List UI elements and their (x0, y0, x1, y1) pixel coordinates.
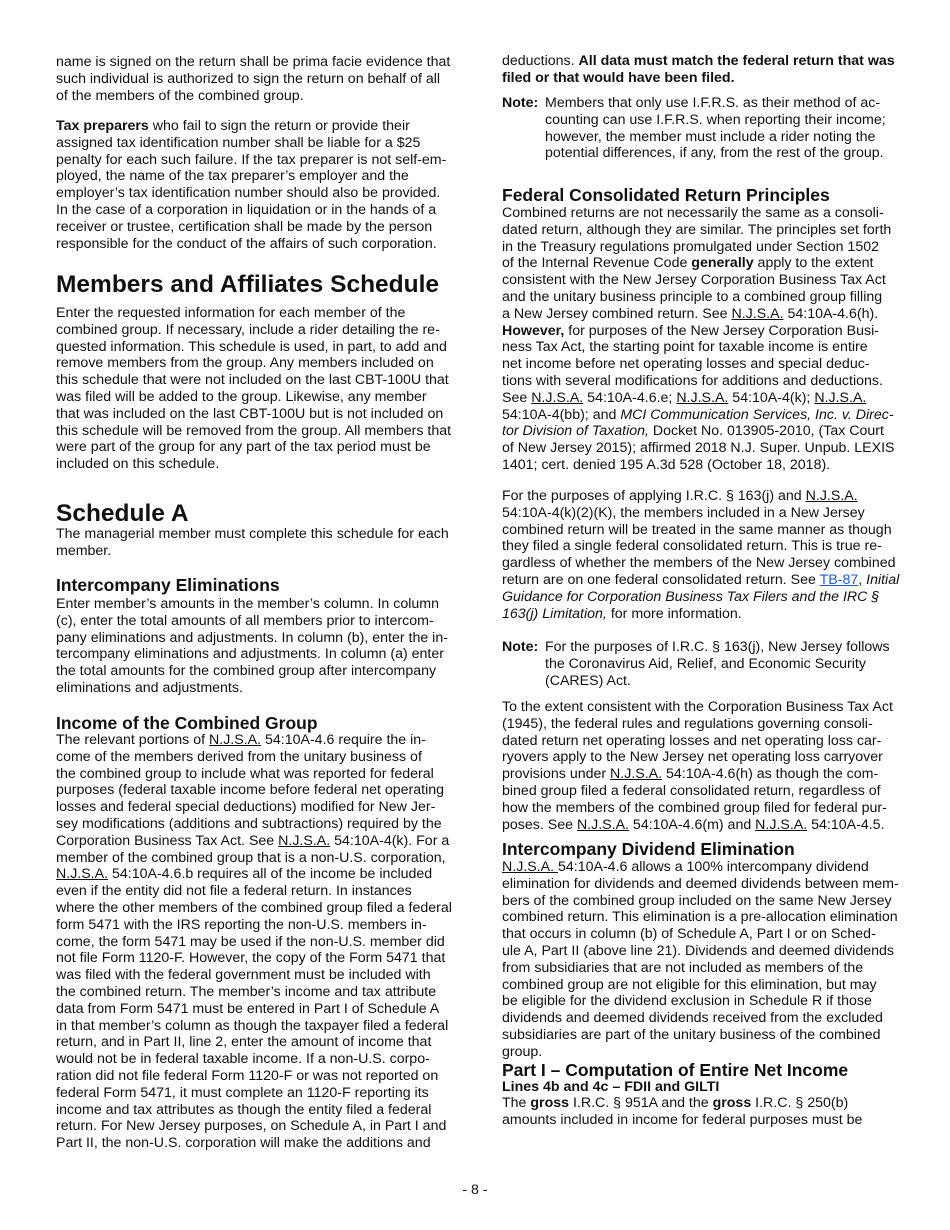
text-line: be eligible for the dividend exclusion in Schedule R if those (502, 993, 872, 1010)
text-line: however, the member must include a rider noting the (545, 128, 876, 145)
signature-paragraph (56, 54, 450, 104)
text-line: ployed, the name of the tax preparer’s employer and the (56, 168, 409, 185)
text-line (502, 53, 895, 70)
text-line (502, 817, 893, 834)
text-line: Combined returns are not necessarily the same as a consoli- (502, 205, 884, 221)
text-line: quested information. This schedule is used, in part, to add and (56, 338, 447, 355)
text-line: amounts included in income for federal purposes must be (502, 1111, 863, 1128)
text-line: was filed will be added to the group. Likewise, any member (56, 388, 427, 405)
text-line: this schedule will be removed from the group. All members that (56, 422, 452, 439)
statute-reference: N.J.S.A. (56, 866, 109, 883)
text-line: combined return will be treated in the same manner as though (502, 521, 892, 538)
nol-paragraph (502, 699, 893, 833)
text-line: remove members from the group. Any members included on (56, 355, 434, 372)
text-run: for purposes of the New Jersey Corporation Busi- (564, 322, 879, 339)
text-line: potential differences, if any, from the rest of the group. (545, 145, 884, 162)
text-line: the combined group to include what was reported for federal (56, 765, 434, 782)
text-line (502, 70, 895, 87)
text-line: ule A, Part II (above line 21). Dividends and deemed dividends (502, 942, 894, 959)
note-ifrs-text (545, 95, 886, 162)
federal-consolidated-text (502, 205, 894, 474)
text-line: eliminations and adjustments. (56, 679, 243, 696)
text-run: 163(j) Limitation, (502, 605, 607, 622)
text-line (502, 407, 894, 424)
text-run: generally (691, 255, 754, 272)
text-line: bined group filed a federal consolidated return, regardless of (502, 782, 881, 799)
text-run: 54:10A-4.6.b requires all of the income be included (108, 866, 433, 883)
page-number: - 8 - (462, 1182, 488, 1198)
note-label: Note: (502, 95, 539, 111)
statute-reference: N.J.S.A. (576, 816, 629, 833)
text-run: , (858, 571, 867, 588)
text-line: responsible for the conduct of the affairs of such corporation. (56, 235, 437, 252)
text-run: 54:10A-4.6(h). (783, 305, 879, 322)
text-line: dated return net operating losses and net operating loss car- (502, 732, 882, 749)
text-line: assigned tax identification number shall be liable for a $25 (56, 134, 421, 151)
text-line: ness Tax Act, the starting point for taxable income is entire (502, 339, 868, 356)
text-run: apply to the extent (753, 255, 874, 272)
text-line: such individual is authorized to sign the return on behalf of all (56, 70, 441, 87)
text-line: employer’s tax identification number should also be provided. (56, 185, 441, 202)
text-line: that was included on the last CBT-100U but is not included on (56, 405, 444, 422)
text-line: (CARES) Act. (545, 672, 631, 689)
text-line: purposes (federal taxable income before federal net operating (56, 782, 445, 799)
statute-reference: N.J.S.A. (676, 389, 729, 406)
dividend-elimination-heading: Intercompany Dividend Elimination (502, 839, 795, 859)
text-run: Docket No. 013905-2010, (Tax Court (648, 423, 884, 440)
text-line: of New Jersey 2015); affirmed 2018 N.J. Super. Unpub. LEXIS (502, 440, 895, 457)
text-line: bers of the combined group included on the same New Jersey (502, 892, 892, 909)
text-run: See (502, 389, 532, 406)
text-line: the combined return. The member’s income and tax attribute (56, 983, 437, 1000)
text-line: federal Form 5471, it must complete an 1120-F reporting its (56, 1084, 429, 1101)
text-run: return are on one federal consolidated return. See (502, 571, 820, 588)
text-line: were part of the group for any part of the tax period must be (56, 439, 431, 456)
text-line (502, 572, 899, 589)
text-run: Corporation Business Tax Act. See (56, 832, 279, 849)
text-line (56, 732, 452, 749)
text-line: penalty for each such failure. If the tax preparer is not self-em- (56, 151, 447, 168)
text-line: form 5471 with the IRS reporting the non-U.S. members in- (56, 916, 427, 933)
text-line: come, the form 5471 may be used if the non-U.S. member did (56, 933, 445, 950)
text-run: 54:10A-4(bb); and (502, 406, 621, 423)
text-line: in that member’s column as though the taxpayer filed a federal (56, 1017, 449, 1034)
link-tb-87[interactable]: TB-87 (819, 571, 859, 588)
text-line: receiver or trustee, certification shall be made by the person (56, 218, 433, 235)
text-line: income and tax attributes as though the entity filed a federal (56, 1101, 432, 1118)
text-line: from subsidiaries that are not included as members of the (502, 959, 864, 976)
text-line: 54:10A-4(k)(2)(K), the members included in a New Jersey (502, 504, 865, 521)
text-run: The relevant portions of (56, 732, 209, 748)
note-cares (502, 639, 890, 689)
text-run: I.R.C. § 951A and the (569, 1095, 713, 1111)
text-line: dividends and deemed dividends received from the excluded (502, 1010, 883, 1027)
text-run: 54:10A-4(k). For a (330, 832, 450, 849)
text-line (56, 118, 446, 135)
text-run: All data must match the federal return that was (578, 53, 895, 69)
text-run: gross (712, 1095, 752, 1111)
lines-4b-4c-heading: Lines 4b and 4c – FDII and GILTI (502, 1079, 720, 1095)
income-combined-group-heading: Income of the Combined Group (56, 713, 318, 733)
text-line: return. For New Jersey purposes, on Schedule A, in Part I and (56, 1118, 447, 1135)
text-run: filed or that would have been filed. (502, 69, 735, 86)
text-run: 54:10A-4.6 allows a 100% intercompany dividend (557, 859, 869, 875)
text-line (502, 859, 899, 876)
text-line: they filed a single federal consolidated return. This is true re- (502, 538, 882, 555)
text-line: member of the combined group that is a non-U.S. corporation, (56, 849, 446, 866)
tax-preparers-paragraph (56, 118, 446, 252)
text-line: ration did not file federal Form 1120-F or was not reported on (56, 1067, 439, 1084)
text-run: I.R.C. § 250(b) (751, 1095, 849, 1111)
text-run: Tax preparers (56, 118, 149, 134)
text-run: a New Jersey combined return. See (502, 305, 732, 322)
text-line: included on this schedule. (56, 456, 220, 473)
text-run: 54:10A-4.6 require the in- (261, 732, 426, 748)
statute-reference: N.J.S.A. (278, 832, 331, 849)
text-line (502, 488, 899, 505)
text-line: and the unitary business principle to a combined group filling (502, 288, 883, 305)
deductions-paragraph (502, 53, 895, 87)
text-line: net income before net operating losses and special deduc- (502, 356, 870, 373)
schedule-a-heading: Schedule A (56, 500, 189, 527)
text-line: data from Form 5471 must be entered in Part I of Schedule A (56, 1000, 440, 1017)
text-line: combined group are not eligible for this elimination, but may (502, 976, 877, 993)
statute-reference: N.J.S.A. (610, 766, 663, 783)
text-run: who fail to sign the return or provide their (148, 118, 410, 134)
text-run: Guidance for Corporation Business Tax Filers and the IRC § (502, 588, 880, 605)
text-run: poses. See (502, 816, 577, 833)
schedule-a-text (56, 526, 449, 560)
text-line: dated return, although they are similar. The principles set forth (502, 221, 892, 238)
text-run: of the Internal Revenue Code (502, 255, 692, 272)
note-ifrs (502, 95, 886, 162)
text-line: subsidiaries are part of the unitary business of the combined (502, 1026, 881, 1043)
text-line (56, 866, 452, 883)
text-line: of the members of the combined group. (56, 87, 304, 104)
text-line: that occurs in column (b) of Schedule A, Part I or on Sched- (502, 926, 876, 943)
text-line: (1945), the federal rules and regulations governing consoli- (502, 715, 873, 732)
text-line: even if the entity did not file a federal return. In instances (56, 883, 412, 900)
text-line: combined return. This elimination is a pre-allocation elimination (502, 909, 898, 926)
statute-reference: N.J.S.A. (805, 488, 858, 504)
text-run: provisions under (502, 766, 611, 783)
text-run: 54:10A-4.5. (807, 816, 885, 833)
federal-consolidated-heading: Federal Consolidated Return Principles (502, 185, 830, 205)
text-run: However, (502, 322, 565, 339)
statute-reference: N.J.S.A. (209, 732, 262, 748)
text-line: Enter the requested information for each member of the (56, 305, 406, 321)
statute-reference: N.J.S.A. (531, 389, 584, 406)
text-line: the total amounts for the combined group after intercompany (56, 663, 437, 680)
text-line: Part II, the non-U.S. corporation will make the additions and (56, 1135, 431, 1152)
lines-4b-4c-text (502, 1095, 862, 1129)
text-run: MCI Communication Services, Inc. v. Direc- (620, 406, 894, 423)
text-line: consistent with the New Jersey Corporation Business Tax Act (502, 272, 886, 289)
text-line (502, 766, 893, 783)
text-run: tor Division of Taxation, (502, 423, 649, 440)
text-line: sey modifications (additions and subtractions) required by the (56, 815, 442, 832)
text-line: counting can use I.F.R.S. when reporting their income; (545, 111, 886, 128)
text-line (502, 390, 894, 407)
text-line: tions with several modifications for additions and deductions. (502, 372, 883, 389)
statute-reference: N.J.S.A. (814, 389, 867, 406)
text-run: gross (530, 1095, 570, 1111)
text-run: The (502, 1095, 531, 1111)
text-line: in the Treasury regulations promulgated under Section 1502 (502, 238, 879, 255)
text-line: (c), enter the total amounts of all members prior to intercom- (56, 612, 434, 629)
text-line (502, 255, 894, 272)
note-cares-text (545, 639, 890, 689)
text-line: tercompany eliminations and adjustments. In column (a) enter (56, 646, 444, 663)
text-line: Members that only use I.F.R.S. as their method of ac- (545, 95, 881, 111)
text-line (502, 606, 899, 623)
text-line (56, 833, 452, 850)
statute-reference: N.J.S.A. (731, 305, 784, 322)
text-line: elimination for dividends and deemed dividends between mem- (502, 875, 899, 892)
text-line (502, 323, 894, 340)
text-run: 54:10A-4.6(h) as though the com- (662, 766, 879, 783)
text-line: The managerial member must complete this schedule for each (56, 526, 449, 542)
text-line: In the case of a corporation in liquidation or in the hands of a (56, 201, 437, 218)
text-line: ryovers apply to the New Jersey net operating loss carryover (502, 749, 883, 766)
intercompany-eliminations-text (56, 596, 448, 697)
text-line: return, and in Part II, line 2, enter the amount of income that (56, 1034, 432, 1051)
text-line: where the other members of the combined group filed a federal (56, 899, 452, 916)
irc-163j-paragraph (502, 488, 899, 622)
text-line: was filed with the federal government must be included with (56, 967, 431, 984)
text-line: name is signed on the return shall be prima facie evidence that (56, 54, 451, 70)
text-line (502, 1095, 862, 1112)
text-line (502, 589, 899, 606)
text-line: would not be in federal taxable income. If a non-U.S. corpo- (56, 1051, 430, 1068)
text-line: the Coronavirus Aid, Relief, and Economic Security (545, 655, 866, 672)
dividend-elimination-text (502, 859, 899, 1061)
text-line: For the purposes of I.R.C. § 163(j), New Jersey follows (545, 639, 890, 655)
text-line: come of the members derived from the unitary business of (56, 748, 422, 765)
text-line (502, 306, 894, 323)
statute-reference: N.J.S.A. (755, 816, 808, 833)
members-affiliates-text (56, 305, 451, 473)
text-line: group. (502, 1043, 543, 1060)
text-line: gardless of whether the members of the New Jersey combined (502, 555, 896, 572)
text-run: 54:10A-4.6(m) and (628, 816, 756, 833)
text-run: Initial (866, 571, 900, 588)
intercompany-eliminations-heading: Intercompany Eliminations (56, 575, 280, 595)
text-line: combined group. If necessary, include a rider detailing the re- (56, 321, 440, 338)
text-line: Enter member’s amounts in the member’s column. In column (56, 596, 439, 612)
text-line (502, 423, 894, 440)
members-affiliates-heading: Members and Affiliates Schedule (56, 271, 440, 298)
statute-reference: N.J.S.A. (502, 859, 558, 875)
note-label: Note: (502, 639, 539, 655)
text-line: losses and federal special deductions) modified for New Jer- (56, 799, 436, 816)
text-run: 54:10A-4.6.e; (583, 389, 677, 406)
part-1-heading: Part I – Computation of Entire Net Income (502, 1060, 849, 1080)
text-run: deductions. (502, 53, 579, 69)
text-line: not file Form 1120-F. However, the copy of the Form 5471 that (56, 950, 446, 967)
text-line: 1401; cert. denied 195 A.3d 528 (October 18, 2018). (502, 456, 831, 473)
text-run: for more information. (606, 605, 742, 622)
text-line: member. (56, 542, 112, 559)
text-run: For the purposes of applying I.R.C. § 163(j) and (502, 488, 806, 504)
text-line: how the members of the combined group filed for federal pur- (502, 799, 887, 816)
text-line: To the extent consistent with the Corporation Business Tax Act (502, 699, 893, 715)
income-combined-group-text (56, 732, 452, 1152)
text-line: pany eliminations and adjustments. In column (b), enter the in- (56, 629, 448, 646)
text-run: 54:10A-4(k); (728, 389, 815, 406)
text-line: this schedule that were not included on the last CBT-100U that (56, 372, 449, 389)
